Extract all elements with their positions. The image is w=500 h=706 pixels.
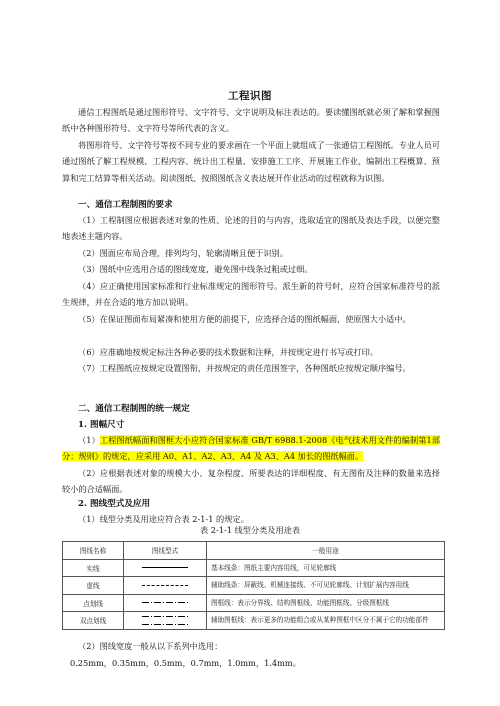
line-use: 基本线条：图纸主要内容用线，可见轮廓线: [207, 559, 445, 577]
intro-paragraph-1: 通信工程图纸是通过图形符号、文字符号、文字说明及标注表达的。要读懂图纸就必须了解和掌握图纸中各种图形符号、文字符号等所代表的含义。: [62, 107, 440, 134]
requirement-4: （4）应正确使用国家标准和行业标准规定的图形符号。派生新的符号时，应符合国家标准符号的派生规律，并在合适的地方加以说明。: [62, 281, 440, 308]
highlighted-text: 工程图纸幅面和图框大小应符合国家标准 GB/T 6988.1-2008《电气技术用文件的编制第1部分：规则》的规定，应采用 A0、A1、A2、A3、A4 及 A3、A4 加长的图纸幅面。: [62, 435, 440, 462]
intro-paragraph-2: 将图形符号、文字符号等按不同专业的要求画在一个平面上就组成了一张通信工程图纸。专业人员可通过图纸了解工程规模、工程内容、统计出工程量、安排施工工序、开展施工作业、编制出工程概算、预算和完工结算等相关活动。阅读图纸、按照图纸含义表达展开作业活动的过程就称为识图。: [62, 140, 440, 183]
requirement-7: （7）工程图纸应按规定设置图衔，并按规定的责任范围签字，各种图纸应按规定顺序编号。: [78, 363, 411, 373]
line-use: 图框线：表示分界线、结构图框线、功能图框线、分级图框线: [207, 594, 445, 612]
item-1-prefix: （1）: [78, 435, 100, 445]
requirement-6: （6）应准确地按规定标注各种必要的技术数据和注释，并按规定进行书写或打印。: [78, 347, 378, 357]
line-name: 虚线: [63, 577, 124, 595]
header-name: 图线名称: [63, 542, 124, 560]
paper-size-item-2: （2）应根据表述对象的规模大小、复杂程度、所要表达的详细程度、有无图衔及注释的数量来选择较小的合适幅面。: [62, 468, 440, 495]
requirement-3: （3）图纸中应选用合适的图线宽度，避免图中线条过粗或过细。: [78, 264, 313, 274]
doc-title: 工程识图: [228, 90, 272, 102]
line-sample-dashdot: [124, 594, 207, 612]
table-row: [63, 577, 445, 595]
requirement-1: （1）工程制图应根据表述对象的性质、论述的目的与内容，选取适宜的图纸及表达手段，以便完整地表述主题内容。: [62, 215, 440, 242]
line-name: 点划线: [63, 594, 124, 612]
table-row: [63, 612, 445, 630]
requirement-2: （2）图面应布局合理，排列均匀，轮廓清晰且便于识别。: [78, 248, 288, 258]
section-1-heading: 一、通信工程制图的要求: [78, 200, 173, 210]
line-sample-dashed: [124, 577, 207, 595]
header-style: 图线型式: [124, 542, 207, 560]
section-2-heading: 二、通信工程制图的统一规定: [78, 404, 190, 414]
line-width-item: （2）图线宽度一般从以下系列中选用：: [78, 641, 223, 651]
subsection-line-types: 2. 图线型式及应用: [78, 499, 151, 509]
subsection-paper-size: 1. 图幅尺寸: [78, 420, 125, 430]
table-caption: 表 2-1-1 线型分类及用途表: [199, 525, 301, 535]
line-use: 辅助图框线：表示更多的功能组合或从某种图框中区分不属于它的功能部件: [207, 612, 445, 630]
paper-size-item-1: [62, 432, 440, 465]
line-type-table: [62, 541, 445, 630]
line-name: 实线: [63, 559, 124, 577]
line-sample-dashdotdot: [124, 612, 207, 630]
line-type-item-1: （1）线型分类及用途应符合表 2-1-1 的规定。: [78, 514, 249, 524]
line-sample-solid: [124, 559, 207, 577]
header-use: 一般用途: [207, 542, 445, 560]
requirement-5: （5）在保证图面布局紧凑和使用方便的前提下，应选择合适的图纸幅面，使原图大小适中。: [78, 314, 411, 324]
line-width-values: 0.25mm，0.35mm，0.5mm，0.7mm，1.0mm，1.4mm。: [70, 658, 301, 668]
line-name: 双点划线: [63, 612, 124, 630]
table-header-row: [63, 542, 445, 560]
line-use: 辅助线条：屏蔽线、机械连接线、不可见轮廓线、计划扩展内容用线: [207, 577, 445, 595]
table-row: [63, 559, 445, 577]
table-row: [63, 594, 445, 612]
